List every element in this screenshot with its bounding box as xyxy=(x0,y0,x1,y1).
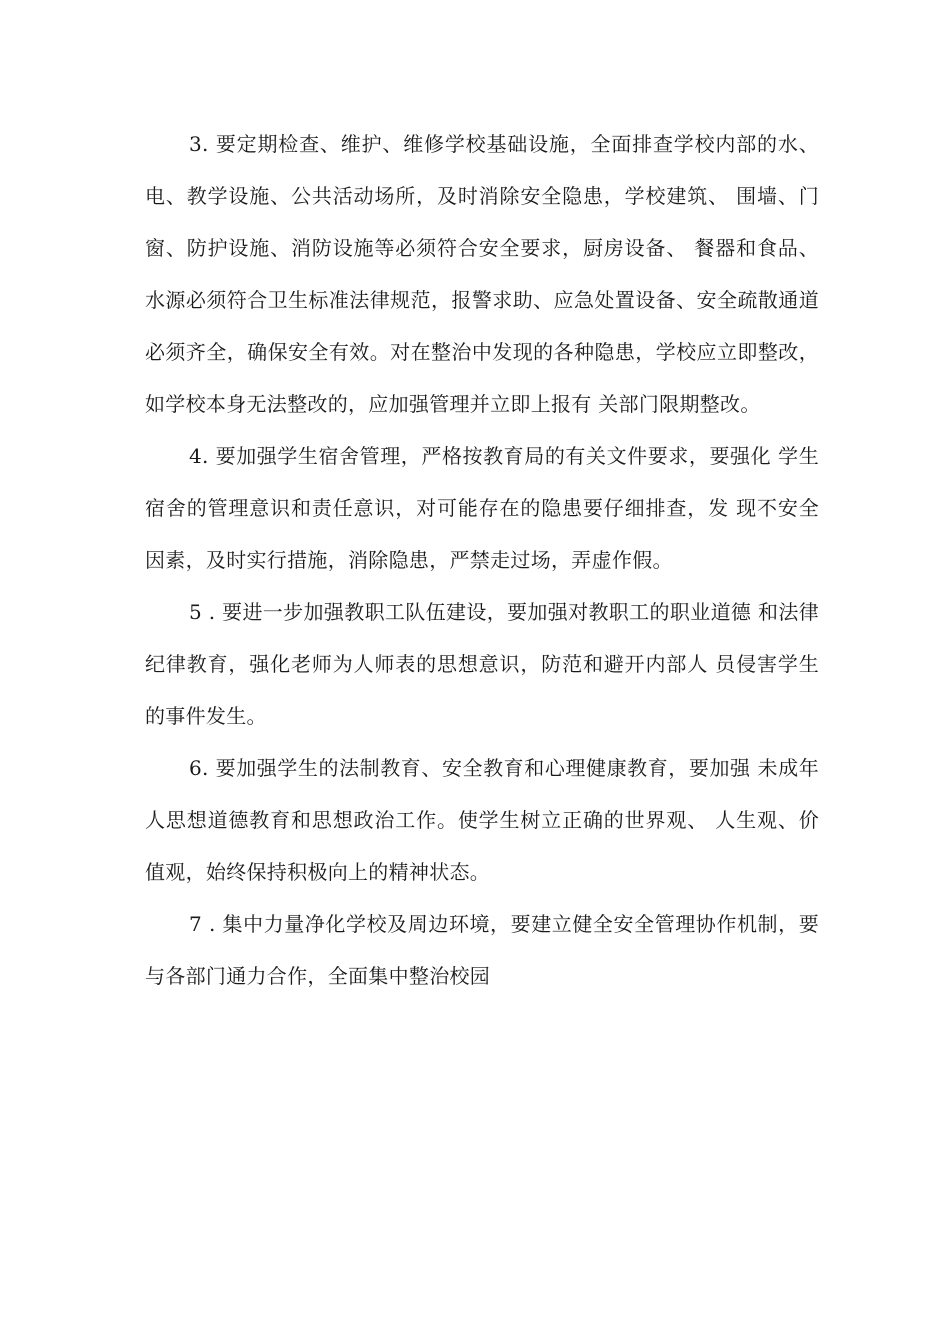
paragraph-item-3: 3. 要定期检查、维护、维修学校基础设施，全面排查学校内部的水、电、教学设施、公共活动场所，及时消除安全隐患，学校建筑、 围墙、门窗、防护设施、消防设施等必须符合安全要求，厨房设备、 餐器和食品、水源必须符合卫生标准法律规范，报警求助、应急处置设备、安全疏散通道必须齐全，确保安全有效。对在整治中发现的各种隐患，学校应立即整改，如学校本身无法整改的，应加强管理并立即上报有 关部门限期整改。 xyxy=(145,132,819,416)
paragraph-item-7: 7 . 集中力量净化学校及周边环境，要建立健全安全管理协作机制，要与各部门通力合作，全面集中整治校园 xyxy=(145,912,819,988)
paragraph-item-4: 4. 要加强学生宿舍管理，严格按教育局的有关文件要求，要强化 学生宿舍的管理意识和责任意识，对可能存在的隐患要仔细排查，发 现不安全因素，及时实行措施，消除隐患，严禁走过场，弄虚作假。 xyxy=(145,444,819,572)
paragraph-item-5: 5 . 要进一步加强教职工队伍建设，要加强对教职工的职业道德 和法律纪律教育，强化老师为人师表的思想意识，防范和避开内部人 员侵害学生的事件发生。 xyxy=(145,600,819,728)
document-page xyxy=(145,118,819,1002)
paragraph-item-6: 6. 要加强学生的法制教育、安全教育和心理健康教育，要加强 未成年人思想道德教育和思想政治工作。使学生树立正确的世界观、 人生观、价值观，始终保持积极向上的精神状态。 xyxy=(145,756,819,884)
